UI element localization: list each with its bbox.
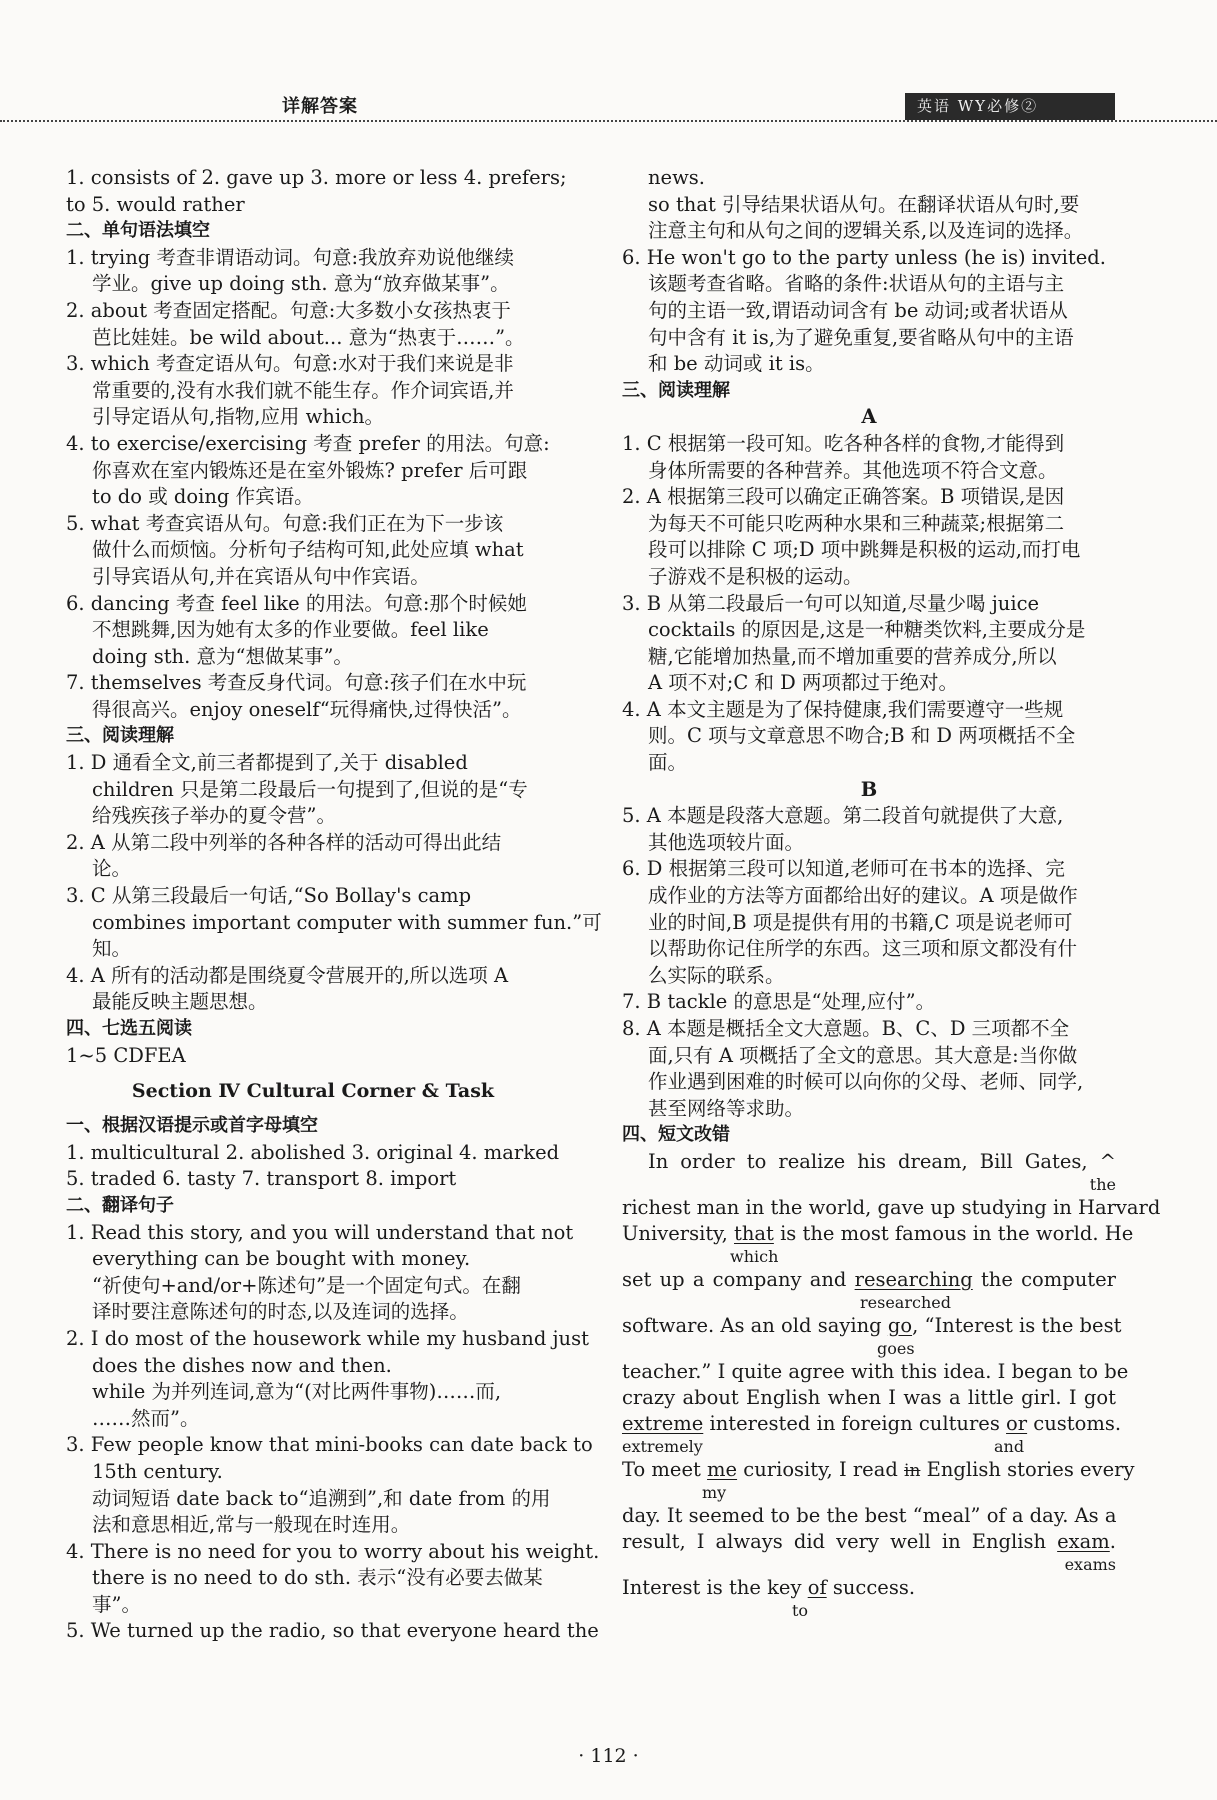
answer-line: 句的主语一致,谓语动词含有 be 动词;或者状语从	[648, 298, 1068, 322]
answer-line: 1. C 根据第一段可知。吃各种各样的食物,才能得到	[622, 431, 1065, 455]
answer-line: 3. B 从第二段最后一句可以知道,尽量少喝 juice	[622, 591, 1040, 615]
page-number: · 112 ·	[578, 1745, 639, 1767]
answer-line: 芭比娃娃。be wild about... 意为“热衷于……”。	[92, 325, 525, 349]
answer-line: 1. trying 考查非谓语动词。句意:我放弃劝说他继续	[66, 245, 515, 269]
answer-line: 该题考查省略。省略的条件:状语从句的主语与主	[648, 272, 1065, 296]
answer-line: 段可以排除 C 项;D 项中跳舞是积极的运动,而打电	[648, 538, 1081, 562]
section-title: Section Ⅳ Cultural Corner & Task	[131, 1080, 495, 1103]
passage-line: University, that is the most famous in the world. He	[622, 1221, 1134, 1245]
answer-line: 2. A 从第二段中列举的各种各样的活动可得出此结	[66, 830, 502, 854]
answer-line: 4. There is no need for you to worry about his weight.	[66, 1539, 600, 1563]
answer-line: 3. C 从第三段最后一句话,“So Bollay's camp	[66, 884, 472, 908]
answer-line: 2. I do most of the housework while my husband just	[66, 1326, 589, 1350]
answer-line: 引导定语从句,指物,应用 which。	[92, 405, 385, 429]
answer-line: 面。	[648, 751, 688, 775]
answer-line: 4. A 本文主题是为了保持健康,我们需要遵守一些规	[622, 697, 1064, 721]
answer-line: cocktails 的原因是,这是一种糖类饮料,主要成分是	[648, 618, 1086, 642]
answer-line: so that 引导结果状语从句。在翻译状语从句时,要	[648, 192, 1080, 216]
error-word: extreme	[622, 1411, 704, 1435]
answer-line: 6. He won't go to the party unless (he is) invited.	[622, 245, 1106, 269]
error-word: or	[1006, 1411, 1028, 1435]
answer-line: 1. D 通看全文,前三者都提到了,关于 disabled	[66, 751, 468, 775]
answer-line: 做什么而烦恼。分析句子结构可知,此处应填 what	[92, 538, 524, 562]
answer-line: 面,只有 A 项概括了全文的意思。其大意是:当你做	[648, 1043, 1078, 1067]
answer-line: 3. which 考查定语从句。句意:水对于我们来说是非	[66, 352, 514, 376]
passage-line: result, I always did very well in English exam.	[622, 1529, 1116, 1553]
answer-line: 动词短语 date back to“追溯到”,和 date from 的用	[92, 1486, 551, 1510]
answer-line: “祈使句+and/or+陈述句”是一个固定句式。在翻	[92, 1273, 521, 1297]
answer-line: 7. themselves 考查反身代词。句意:孩子们在水中玩	[66, 671, 527, 695]
section-heading: 三、阅读理解	[622, 379, 730, 401]
answer-line: 5. A 本题是段落大意题。第二段首句就提供了大意,	[622, 804, 1064, 828]
answer-line: 以帮助你记住所学的东西。这三项和原文都没有什	[648, 937, 1078, 961]
passage-line: software. As an old saying go, “Interest is the best	[622, 1313, 1122, 1337]
answer-line: 1. Read this story, and you will understand that not	[66, 1220, 574, 1244]
answer-line: everything can be bought with money.	[92, 1247, 471, 1271]
correction-row	[622, 1437, 1116, 1457]
answer-line: 6. dancing 考查 feel like 的用法。句意:那个时候她	[66, 591, 527, 615]
answer-line: 法和意思相近,常与一般现在时连用。	[92, 1513, 411, 1537]
page-header	[0, 0, 1217, 130]
answer-line: 3. Few people know that mini-books can date back to	[66, 1433, 593, 1457]
answer-line: 不想跳舞,因为她有太多的作业要做。feel like	[92, 618, 489, 642]
answer-line: 身体所需要的各种营养。其他选项不符合文意。	[648, 458, 1058, 482]
answer-line: 糖,它能增加热量,而不增加重要的营养成分,所以	[648, 644, 1057, 668]
answer-line: 成作业的方法等方面都给出好的建议。A 项是做作	[648, 884, 1078, 908]
deleted-word: in	[904, 1460, 921, 1481]
passage-label-b: B	[860, 777, 878, 801]
left-column	[66, 165, 602, 1645]
answer-line: 和 be 动词或 it is。	[648, 352, 825, 376]
passage-line: crazy about English when I was a little girl. I got	[622, 1385, 1116, 1409]
proofreading-passage	[622, 1149, 1161, 1621]
answer-line: there is no need to do sth. 表示“没有必要去做某	[92, 1566, 543, 1590]
answer-line: 4. A 所有的活动都是围绕夏令营展开的,所以选项 A	[66, 963, 509, 987]
answer-line: 学业。give up doing sth. 意为“放弃做某事”。	[92, 272, 510, 296]
answer-line: to do 或 doing 作宾语。	[92, 485, 314, 509]
passage-line: To meet me curiosity, I read in English stories every	[622, 1457, 1135, 1481]
correction: and	[994, 1436, 1025, 1456]
correction: my	[702, 1482, 727, 1502]
passage-line: In order to realize his dream, Bill Gates, ^	[648, 1149, 1116, 1173]
section-heading: 四、七选五阅读	[66, 1018, 192, 1039]
answer-line: 1. multicultural 2. abolished 3. original 4. marked	[66, 1140, 560, 1164]
correction: the	[1089, 1174, 1116, 1194]
answer-line: 引导宾语从句,并在宾语从句中作宾语。	[92, 564, 430, 588]
answer-line: 15th century.	[92, 1459, 223, 1483]
right-column	[622, 165, 1161, 1621]
answer-line: 2. A 根据第三段可以确定正确答案。B 项错误,是因	[622, 485, 1065, 509]
answer-line: 为每天不可能只吃两种水果和三种蔬菜;根据第二	[648, 511, 1065, 535]
answer-line: 1~5 CDFEA	[66, 1043, 186, 1067]
answer-line: 论。	[92, 857, 132, 881]
passage-line: extreme interested in foreign cultures or customs.	[622, 1411, 1122, 1435]
section-heading: 四、短文改错	[622, 1124, 730, 1146]
section-heading: 二、单句语法填空	[66, 220, 210, 242]
answer-line: combines important computer with summer fun.”可	[92, 910, 602, 934]
answer-line: doing sth. 意为“想做某事”。	[92, 644, 353, 668]
error-word: that	[734, 1221, 774, 1245]
passage-line: richest man in the world, gave up studying in Harvard	[622, 1195, 1161, 1219]
answer-line: 5. We turned up the radio, so that everyone heard the	[66, 1619, 599, 1643]
section-heading: 一、根据汉语提示或首字母填空	[66, 1115, 318, 1137]
correction: researched	[860, 1292, 951, 1312]
correction: to	[792, 1600, 809, 1620]
answer-line: 其他选项较片面。	[648, 830, 805, 854]
correction: goes	[877, 1338, 915, 1358]
answer-line: 5. traded 6. tasty 7. transport 8. import	[66, 1167, 457, 1191]
answer-line: 常重要的,没有水我们就不能生存。作介词宾语,并	[92, 378, 514, 402]
header-badge: 英语 WY必修②	[905, 93, 1115, 120]
correction: which	[730, 1246, 779, 1266]
error-word: of	[807, 1575, 827, 1599]
passage-line: Interest is the key of success.	[622, 1575, 916, 1599]
answer-line: 译时要注意陈述句的时态,以及连词的选择。	[92, 1300, 469, 1324]
answer-line: 给残疾孩子举办的夏令营”。	[92, 804, 336, 828]
answer-line: 句中含有 it is,为了避免重复,要省略从句中的主语	[648, 325, 1074, 349]
answer-line: 2. about 考查固定搭配。句意:大多数小女孩热衷于	[66, 298, 511, 322]
answer-line: 1. consists of 2. gave up 3. more or less 4. prefers;	[66, 166, 567, 189]
correction: extremely	[622, 1436, 703, 1456]
answer-line: 作业遇到困难的时候可以向你的父母、老师、同学,	[648, 1070, 1084, 1094]
section-heading: 三、阅读理解	[66, 725, 174, 747]
answer-line: 得很高兴。enjoy oneself“玩得痛快,过得快活”。	[92, 697, 522, 721]
error-word: me	[707, 1457, 738, 1481]
answer-line: 你喜欢在室内锻炼还是在室外锻炼? prefer 后可跟	[92, 458, 528, 482]
answer-line: 5. what 考查宾语从句。句意:我们正在为下一步该	[66, 511, 504, 535]
answer-line: 7. B tackle 的意思是“处理,应付”。	[622, 990, 936, 1014]
error-word: go	[887, 1313, 913, 1337]
header-divider	[0, 120, 1217, 122]
header-title: 详解答案	[282, 96, 358, 117]
correction: exams	[1064, 1554, 1116, 1574]
passage-label-a: A	[861, 405, 877, 429]
passage-line: teacher.” I quite agree with this idea. I began to be	[622, 1359, 1129, 1383]
answer-line: does the dishes now and then.	[92, 1353, 392, 1377]
answer-line: 业的时间,B 项是提供有用的书籍,C 项是说老师可	[648, 910, 1073, 934]
passage-line: day. It seemed to be the best “meal” of a day. As a	[622, 1503, 1117, 1527]
answer-line: 子游戏不是积极的运动。	[648, 564, 863, 588]
answer-line: 么实际的联系。	[648, 963, 785, 987]
answer-line: 甚至网络等求助。	[648, 1096, 805, 1120]
answer-line: 最能反映主题思想。	[92, 990, 268, 1014]
answer-line: children 只是第二段最后一句提到了,但说的是“专	[92, 777, 528, 801]
answer-line: ……然而”。	[92, 1406, 200, 1430]
error-word: researching	[854, 1267, 973, 1291]
answer-line: 4. to exercise/exercising 考查 prefer 的用法。句意:	[66, 431, 550, 455]
answer-line: 6. D 根据第三段可以知道,老师可在书本的选择、完	[622, 857, 1065, 881]
answer-line: 8. A 本题是概括全文大意题。B、C、D 三项都不全	[622, 1017, 1070, 1040]
passage-line: set up a company and researching the computer	[622, 1267, 1116, 1291]
answer-line: 知。	[92, 937, 132, 961]
section-heading: 二、翻译句子	[66, 1194, 174, 1216]
answer-line: 则。C 项与文章意思不吻合;B 和 D 两项概括不全	[648, 724, 1076, 748]
answer-line: to 5. would rather	[66, 192, 245, 216]
error-word: exam	[1057, 1529, 1110, 1553]
answer-line: while 为并列连词,意为“(对比两件事物)……而,	[92, 1380, 502, 1404]
answer-line: news.	[648, 166, 705, 189]
answer-line: 注意主句和从句之间的逻辑关系,以及连词的选择。	[648, 219, 1084, 243]
answer-line: 事”。	[92, 1592, 141, 1616]
answer-line: A 项不对;C 和 D 两项都过于绝对。	[648, 671, 959, 695]
